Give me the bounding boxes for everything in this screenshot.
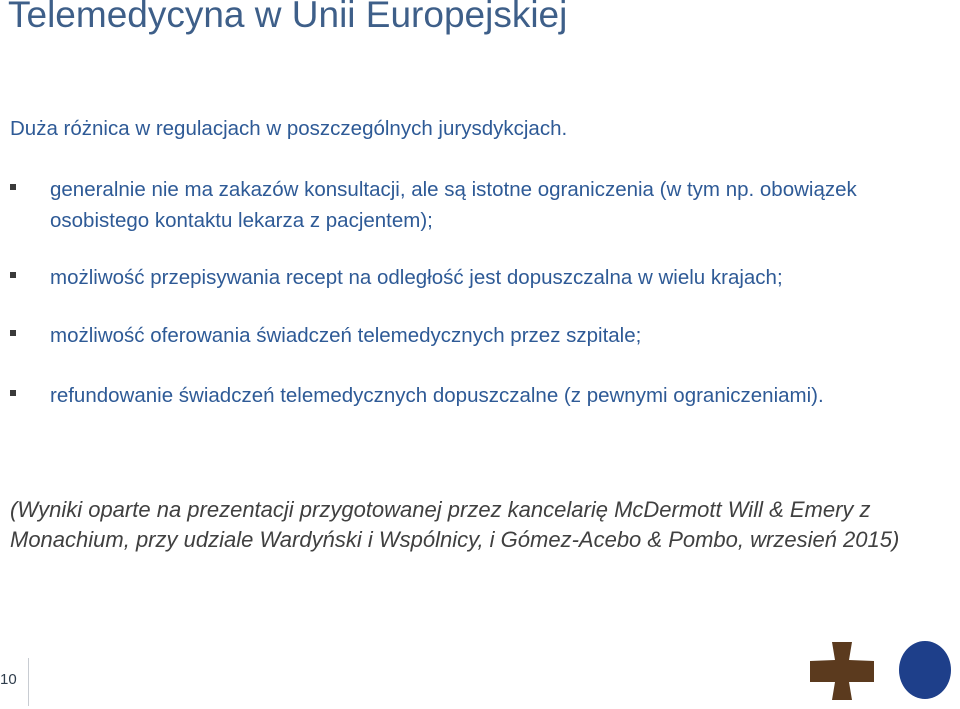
circle-logo-icon [898,640,952,700]
list-item [10,320,950,351]
bullet-text: refundowanie świadczeń telemedycznych dopuszczalne (z pewnymi ograniczeniami). [50,384,824,407]
bullet-text: generalnie nie ma zakazów konsultacji, ale są istotne ograniczenia (w tym np. obowiązek osobistego kontaktu lekarza z pacjentem); [50,178,857,232]
circle-logo-shape [899,641,951,699]
page-divider [28,658,29,706]
intro-text: Duża różnica w regulacjach w poszczególnych jurysdykcjach. [10,117,568,140]
list-item [10,380,950,411]
bullet-text: możliwość oferowania świadczeń telemedycznych przez szpitale; [50,324,642,347]
bullet-text: możliwość przepisywania recept na odległość jest dopuszczalna w wielu krajach; [50,266,783,289]
list-item [10,262,950,293]
square-bullet-icon [10,272,16,278]
page-title: Telemedycyna w Unii Europejskiej [8,0,568,35]
page-number: 10 [0,671,17,688]
square-bullet-icon [10,184,16,190]
square-bullet-icon [10,330,16,336]
list-item [10,174,950,236]
cross-logo-shape [810,642,874,700]
cross-logo-icon [808,640,876,702]
square-bullet-icon [10,390,16,396]
citation-text: (Wyniki oparte na prezentacji przygotowanej przez kancelarię McDermott Will & Emery z Monachium, przy udziale Wardyński i Wspólnicy, i Gómez-Acebo & Pombo, wrzesień 2015) [10,497,900,552]
